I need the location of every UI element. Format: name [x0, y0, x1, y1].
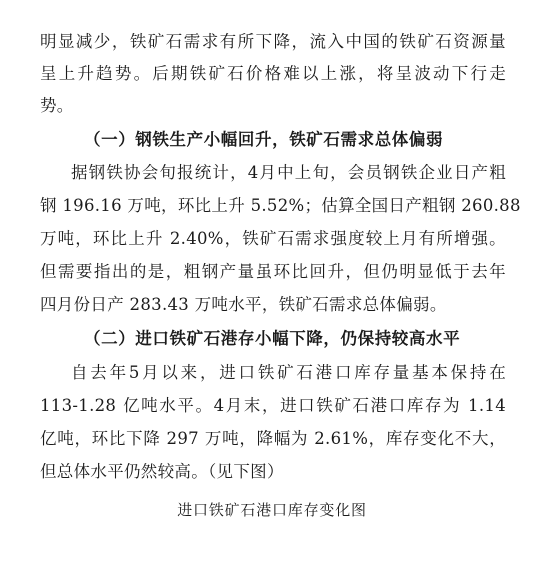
body-text-line: 万吨，环比上升 2.40%，铁矿石需求强度较上月有所增强。	[40, 229, 506, 248]
body-text-line: 明显减少，铁矿石需求有所下降，流入中国的铁矿石资源量	[40, 32, 506, 51]
body-text-line: 四月份日产 283.43 万吨水平，铁矿石需求总体偏弱。	[40, 295, 447, 314]
figure-caption: 进口铁矿石港口库存变化图	[177, 501, 367, 519]
section-heading-1: （一）钢铁生产小幅回升，铁矿石需求总体偏弱	[84, 130, 444, 149]
body-text-line: 自去年5月以来，进口铁矿石港口库存量基本保持在	[71, 363, 506, 382]
body-text-line: 113-1.28 亿吨水平。4月末，进口铁矿石港口库存为 1.14	[40, 396, 506, 415]
body-text-line: 但总体水平仍然较高。（见下图）	[40, 462, 284, 481]
body-text-line: 势。	[40, 96, 74, 115]
section-heading-2: （二）进口铁矿石港存小幅下降，仍保持较高水平	[84, 329, 461, 348]
body-text-line: 呈上升趋势。后期铁矿石价格难以上涨，将呈波动下行走	[40, 64, 506, 83]
body-text-line: 但需要指出的是，粗钢产量虽环比回升，但仍明显低于去年	[40, 262, 506, 281]
body-text-line: 据钢铁协会旬报统计，4月中上旬，会员钢铁企业日产粗	[71, 163, 506, 182]
body-text-line: 钢 196.16 万吨，环比上升 5.52%；估算全国日产粗钢 260.88	[40, 196, 521, 215]
body-text-line: 亿吨，环比下降 297 万吨，降幅为 2.61%，库存变化不大，	[40, 429, 506, 448]
